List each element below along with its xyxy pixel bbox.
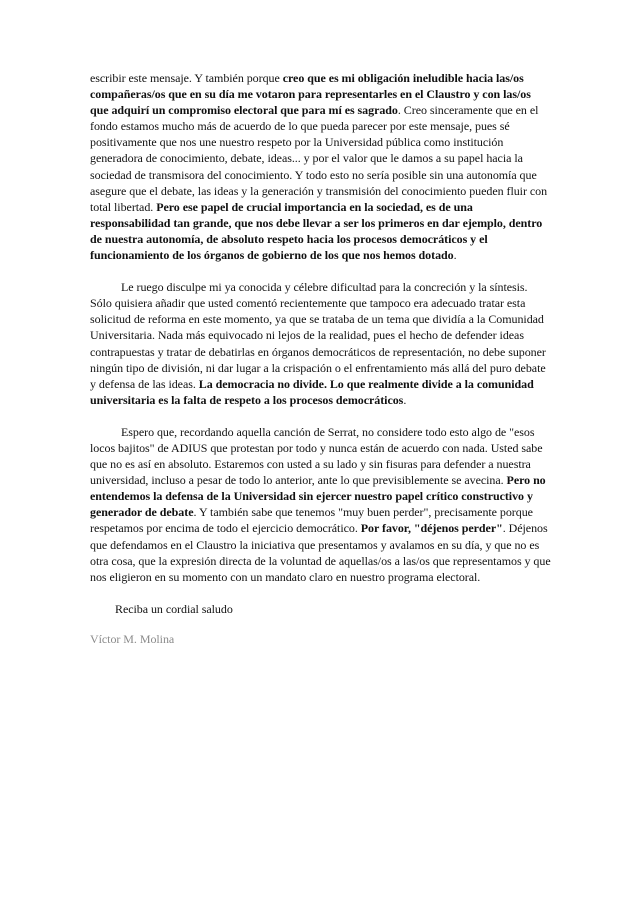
- bold-run: creo que es mi obligación ineludible hacia las/os compañeras/os que en su día me votaron para representarles en el Claustro y con las/os que adquirí un compromiso electoral que para mí es sagrado: [90, 71, 531, 118]
- bold-run: Por favor, "déjenos perder": [360, 521, 503, 536]
- text-run: .: [453, 248, 457, 263]
- paragraph-1: [90, 70, 552, 263]
- text-run: escribir este mensaje. Y también porque: [90, 71, 283, 85]
- text-run: Le ruego disculpe mi ya conocida y célebre dificultad para la concreción y la síntesis. Sólo quisiera añadir que usted comentó recientemente que tampoco era adecuado tratar esta solicitud de reforma en este momento, ya que se trataba de un tema que dividía a la Comunidad Universitaria. Nada más equivocado ni lejos de la realidad, pues el hecho de defender ideas contrapuestas y tratar de debatirlas en órganos democráticos de representación, no debe suponer ningún tipo de división, ni dar lugar a la crispación o el enfrentamiento más allá del puro debate y defensa de las ideas.: [90, 280, 546, 391]
- signature: Víctor M. Molina: [90, 631, 175, 646]
- bold-run: Pero ese papel de crucial importancia en la sociedad, es de una responsabilidad tan grande, que nos debe llevar a ser los primeros en dar ejemplo, dentro de nuestra autonomía, de absoluto respeto hacia los procesos democráticos y el funcionamiento de los órganos de gobierno de los que nos hemos dotado: [90, 199, 543, 263]
- closing-line: Reciba un cordial saludo: [115, 601, 233, 616]
- bold-run: Pero no entendemos la defensa de la Universidad sin ejercer nuestro papel crítico constructivo y generador de debate: [90, 473, 546, 520]
- paragraph-3: [90, 424, 552, 585]
- bold-run: La democracia no divide. Lo que realmente divide a la comunidad universitaria es la falta de respeto a los procesos democráticos: [90, 376, 534, 407]
- text-run: Espero que, recordando aquella canción de Serrat, no considere todo esto algo de "esos locos bajitos" de ADIUS que protestan por todo y nunca están de acuerdo con nada. Usted sabe que no es así en absoluto. Estaremos con usted a su lado y sin fisuras para defender a nuestra universidad, incluso a pesar de todo lo anterior, ante lo que previsiblemente se avecina.: [90, 424, 543, 488]
- text-run: . Creo sinceramente que en el fondo estamos mucho más de acuerdo de lo que pueda parecer por este mensaje, pues sé positivamente que nos une nuestro respeto por la Universidad pública como institución generadora de conocimiento, debate, ideas... y por el valor que le damos a su papel hacia la sociedad de transmisora del conocimiento. Y todo esto no sería posible sin una autonomía que asegure que el debate, las ideas y la generación y transmisión del conocimiento pueden fluir con total libertad.: [90, 103, 548, 214]
- text-run: . Déjenos que defendamos en el Claustro la iniciativa que presentamos y avalamos en su día, y que no es otra cosa, que la expresión directa de la voluntad de aquellas/os a las/os que representamos y que nos eligieron en su momento con un mandato claro en nuestro programa electoral.: [90, 521, 551, 584]
- text-run: .: [403, 392, 407, 407]
- document-body: [90, 70, 552, 647]
- text-run: . Y también sabe que tenemos "muy buen perder", precisamente porque respetamos por encima de todo el ejercicio democrático.: [90, 505, 533, 536]
- paragraph-2: [90, 279, 552, 408]
